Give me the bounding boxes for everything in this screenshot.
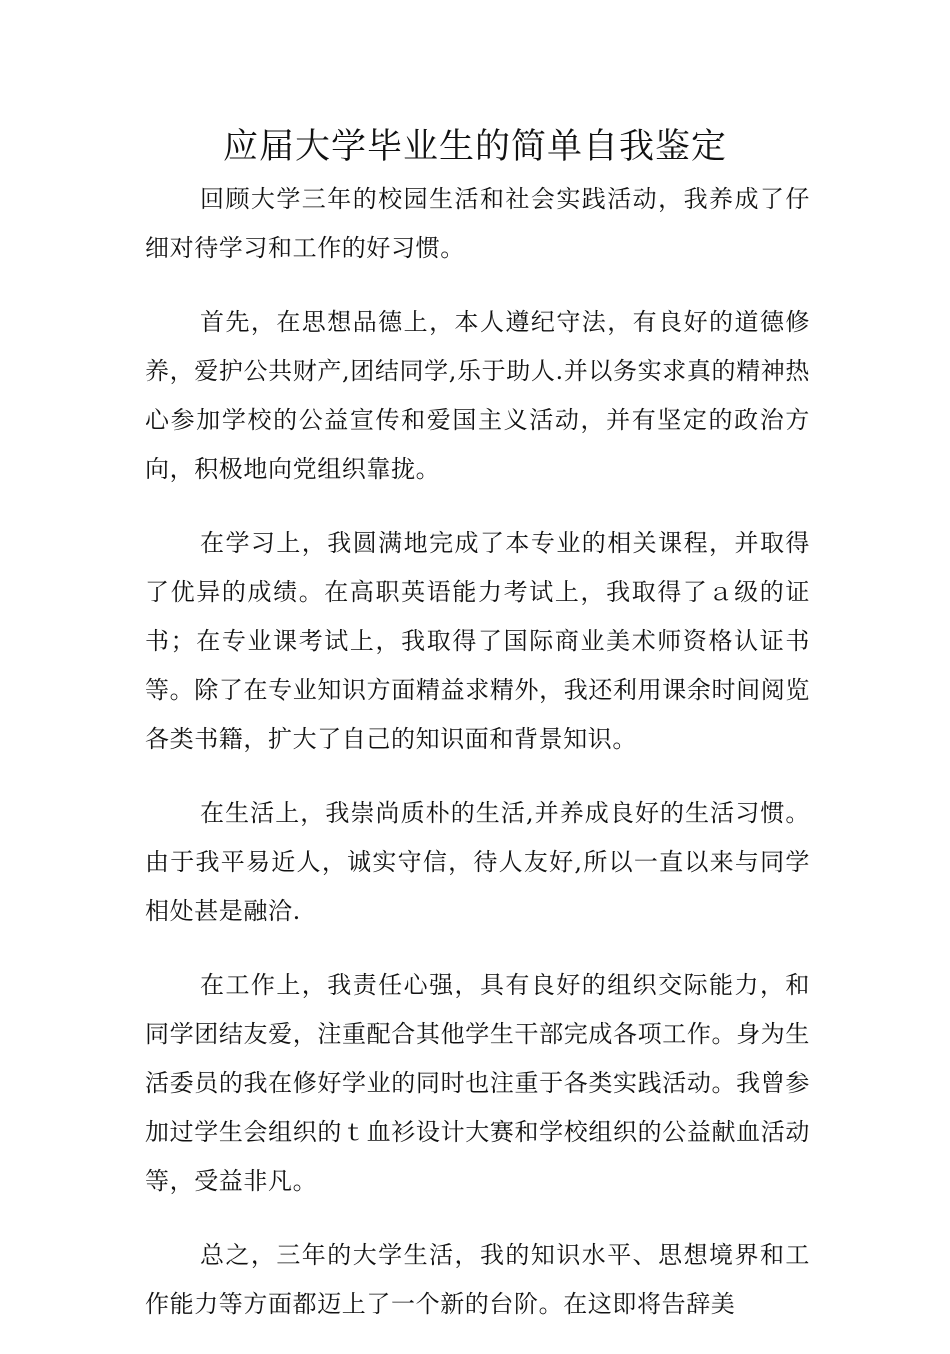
paragraph-intro: 回顾大学三年的校园生活和社会实践活动，我养成了仔细对待学习和工作的好习惯。 — [145, 185, 810, 262]
document-title: 应届大学毕业生的简单自我鉴定 — [222, 127, 727, 167]
paragraph-morality: 首先，在思想品德上，本人遵纪守法，有良好的道德修养，爱护公共财产,团结同学,乐于助人.并以务实求真的精神热心参加学校的公益宣传和爱国主义活动，并有坚定的政治方向，积极地向党组织靠拢。 — [145, 308, 810, 483]
paragraph-work: 在工作上，我责任心强，具有良好的组织交际能力，和同学团结友爱，注重配合其他学生干部完成各项工作。身为生活委员的我在修好学业的同时也注重于各类实践活动。我曾参加过学生会组织的ｔ血衫设计大赛和学校组织的公益献血活动等，受益非凡。 — [145, 971, 810, 1195]
paragraph-summary: 总之，三年的大学生活，我的知识水平、思想境界和工作能力等方面都迈上了一个新的台阶。在这即将告辞美 — [145, 1241, 810, 1318]
document-body — [145, 175, 810, 1354]
paragraph-life: 在生活上，我崇尚质朴的生活,并养成良好的生活习惯。由于我平易近人，诚实守信，待人友好,所以一直以来与同学相处甚是融洽. — [145, 799, 810, 925]
paragraph-study: 在学习上，我圆满地完成了本专业的相关课程，并取得了优异的成绩。在高职英语能力考试上，我取得了ａ级的证书；在专业课考试上，我取得了国际商业美术师资格认证书等。除了在专业知识方面精益求精外，我还利用课余时间阅览各类书籍，扩大了自己的知识面和背景知识。 — [145, 529, 810, 753]
